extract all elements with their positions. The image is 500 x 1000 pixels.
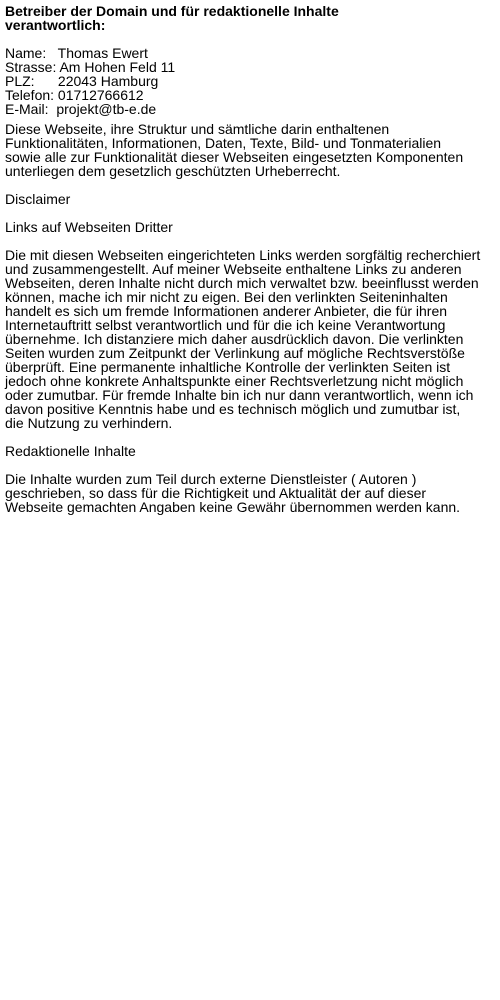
editorial-line: geschrieben, so dass für die Richtigkeit und Aktualität der auf dieser [5,485,427,501]
links-line: können, mache ich mir nicht zu eigen. Bei den verlinkten Seiteninhalten [5,289,448,305]
links-line: überprüft. Eine permanente inhaltliche Kontrolle der verlinkten Seiten ist [5,359,451,375]
copyright-line: unterliegen dem gesetzlich geschützten Urheberrecht. [5,163,341,179]
editorial-paragraph [5,472,495,514]
contact-street: Strasse: Am Hohen Feld 11 [5,59,176,75]
copyright-line: sowie alle zur Funktionalität dieser Webseiten eingesetzten Komponenten [5,149,464,165]
editorial-line: Die Inhalte wurden zum Teil durch externe Dienstleister ( Autoren ) [5,471,417,487]
disclaimer-title: Disclaimer [5,191,71,207]
contact-zip: PLZ: 22043 Hamburg [5,73,159,89]
imprint-heading [5,4,495,32]
links-line: und zusammengestellt. Auf meiner Webseite enthaltene Links zu anderen [5,261,462,277]
links-line: Seiten wurden zum Zeitpunkt der Verlinkung auf mögliche Rechtsverstöße [5,345,465,361]
contact-email: E-Mail: projekt@tb-e.de [5,101,157,117]
links-line: oder zumutbar. Für fremde Inhalte bin ich nur dann verantwortlich, wenn ich [5,387,474,403]
links-line: die Nutzung zu verhindern. [5,415,173,431]
links-line: Internetauftritt selbst verantwortlich und für die ich keine Verantwortung [5,317,446,333]
editorial-title: Redaktionelle Inhalte [5,443,136,459]
links-line: handelt es sich um fremde Informationen anderer Anbieter, die für ihren [5,303,448,319]
copyright-line: Funktionalitäten, Informationen, Daten, Texte, Bild- und Tonmaterialien [5,135,442,151]
contact-name: Name: Thomas Ewert [5,45,148,61]
links-line: Webseiten, deren Inhalte nicht durch mich verwaltet bzw. beeinflusst werden [5,275,479,291]
links-line: davon positive Kenntnis habe und es technisch möglich und zumutbar ist, [5,401,461,417]
links-title: Links auf Webseiten Dritter [5,219,173,235]
editorial-line: Webseite gemachten Angaben keine Gewähr übernommen werden kann. [5,499,461,515]
copyright-line: Diese Webseite, ihre Struktur und sämtliche darin enthaltenen [5,121,390,137]
links-line: Die mit diesen Webseiten eingerichteten Links werden sorgfältig recherchiert [5,247,481,263]
heading-line-2: verantwortlich: [5,17,106,33]
links-paragraph [5,248,495,430]
links-line: übernehme. Ich distanziere mich daher ausdrücklich davon. Die verlinkten [5,331,464,347]
copyright-paragraph [5,122,495,178]
contact-block [5,46,495,116]
links-line: jedoch ohne konkrete Anhaltspunkte einer Rechtsverletzung nicht möglich [5,373,464,389]
contact-phone: Telefon: 01712766612 [5,87,144,103]
heading-line-1: Betreiber der Domain und für redaktionelle Inhalte [5,3,339,19]
